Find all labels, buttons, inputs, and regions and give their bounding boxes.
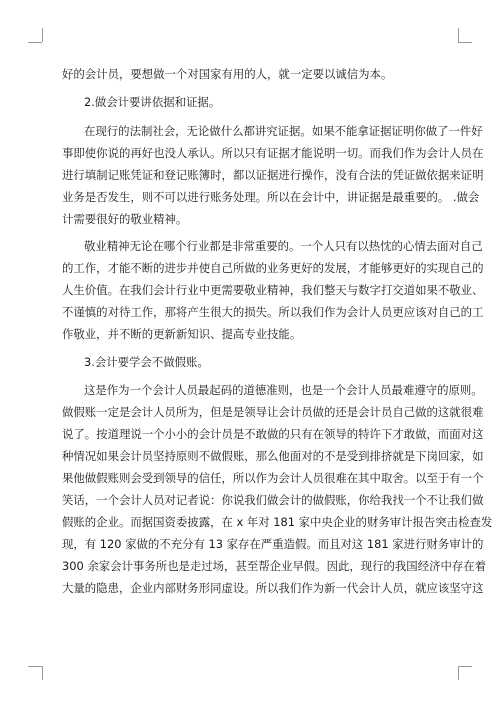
text-line: 300 余家会计事务所也是走过场，甚至帮企业早假。因此，现行的我国经济中存在着 bbox=[62, 559, 487, 573]
crop-mark-top-right-v bbox=[458, 28, 459, 42]
text-line: 在现行的法制社会，无论做什么都讲究证据。如果不能拿证据证明你做了一件好 bbox=[84, 124, 483, 138]
text-line: 事即使你说的再好也没人承认。所以只有证据才能说明一切。而我们作为会计人员在 bbox=[62, 146, 484, 160]
text-line: 假账的企业。而据国资委披露，在 x 年对 181 家中央企业的财务审计报告突击检查发 bbox=[62, 515, 493, 529]
text-line: 种情况如果会计员坚持原则不做假账，那么他面对的不是受到排挤就是下岗回家，如 bbox=[62, 449, 484, 463]
text-line: 作敬业，并不断的更新新知识、提高专业技能。 bbox=[62, 327, 302, 341]
section-heading: 3.会计要学会不做假账。 bbox=[84, 355, 209, 369]
text-line: 说了。按道理说一个小小的会计员是不敢做的只有在领导的特许下才敢做，而面对这 bbox=[62, 427, 484, 441]
crop-mark-bottom-right-h bbox=[458, 666, 472, 667]
text-line: 果他做假账则会受到领导的信任，所以作为会计人员很难在其中取舍。以至于有一个 bbox=[62, 471, 484, 485]
crop-mark-top-left-v bbox=[42, 28, 43, 42]
text-line: 敬业精神无论在哪个行业都是非常重要的。一个人只有以热忱的心情去面对自己 bbox=[84, 239, 483, 253]
crop-mark-bottom-left-h bbox=[28, 666, 42, 667]
text-line: 现，有 120 家做的不充分有 13 家存在严重造假。而且对这 181 家进行财务审计的 bbox=[62, 537, 484, 551]
text-line: 笑话，一个会计人员对记者说：你说我们做会计的做假账，你给我找一个不让我们做 bbox=[62, 493, 484, 507]
crop-mark-top-left-h bbox=[28, 42, 42, 43]
crop-mark-top-right-h bbox=[458, 42, 472, 43]
text-line: 业务是否发生，则不可以进行账务处理。所以在会计中，讲证据是最重要的。 .做会 bbox=[62, 190, 480, 204]
text-line: 做假账一定是会计人员所为，但是是领导让会计员做的还是会计员自己做的这就很难 bbox=[62, 405, 484, 419]
text-line: 大量的隐患，企业内部财务形同虚设。所以我们作为新一代会计人员，就应该坚守这 bbox=[62, 581, 484, 595]
text-line: 进行填制记账凭证和登记账簿时，都以证据进行操作，没有合法的凭证做依据来证明 bbox=[62, 168, 484, 182]
text-line: 人生价值。在我们会计行业中更需要敬业精神，我们整天与数字打交道如果不敬业、 bbox=[62, 283, 484, 297]
crop-mark-bottom-right-v bbox=[458, 666, 459, 680]
section-heading: 2.做会计要讲依据和证据。 bbox=[84, 95, 221, 109]
text-line: 计需要很好的敬业精神。 bbox=[62, 212, 188, 226]
text-line: 这是作为一个会计人员最起码的道德准则，也是一个会计人员最难遵守的原则。 bbox=[84, 383, 483, 397]
text-line: 不谨慎的对待工作，那将产生很大的损失。所以我们作为会计人员更应该对自己的工 bbox=[62, 305, 484, 319]
text-line: 好的会计员，要想做一个对国家有用的人，就一定要以诚信为本。 bbox=[62, 67, 393, 81]
crop-mark-bottom-left-v bbox=[42, 666, 43, 680]
text-line: 的工作，才能不断的进步并使自己所做的业务更好的发展，才能够更好的实现自己的 bbox=[62, 261, 484, 275]
